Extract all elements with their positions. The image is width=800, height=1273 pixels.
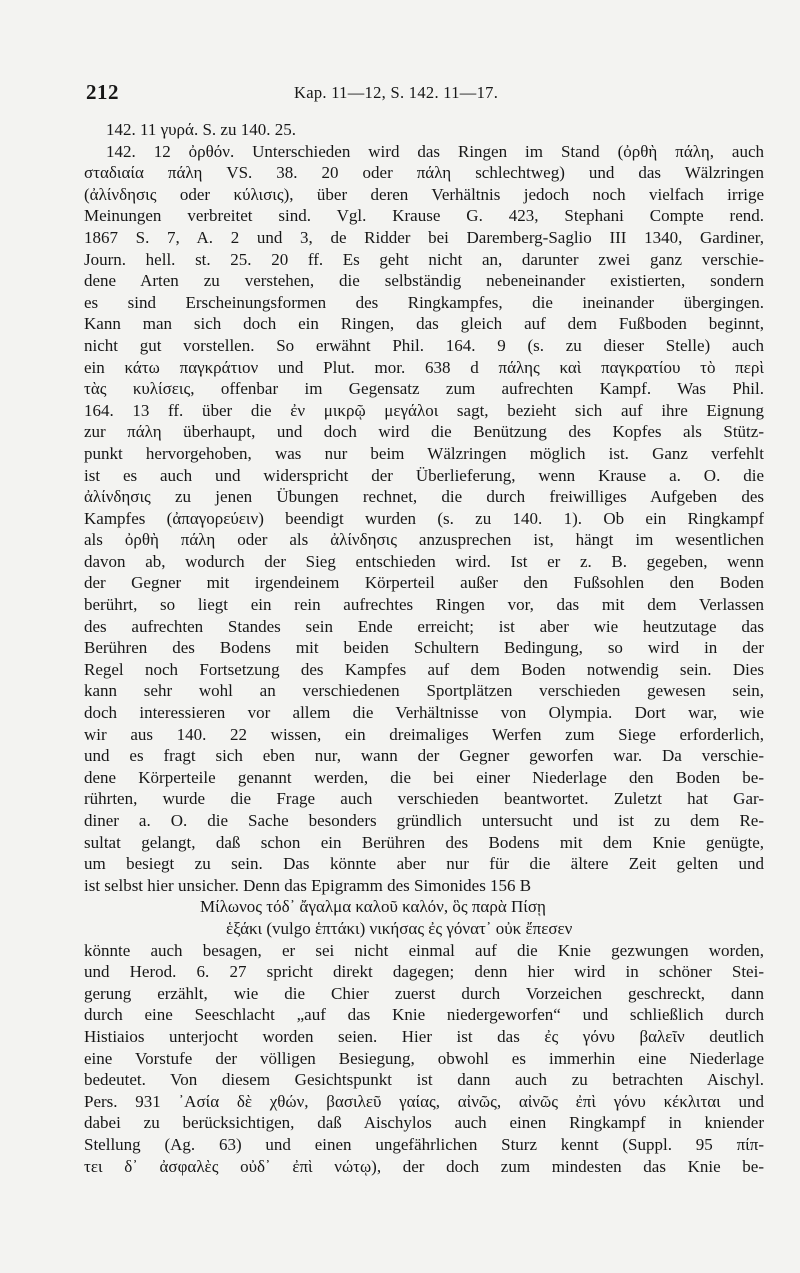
text-line: ist es auch und widerspricht der Überlieferung, wenn Krause a. O. die [84, 465, 764, 485]
text-line: und Herod. 6. 27 spricht direkt dagegen; denn hier wird in schöner Stei- [84, 962, 764, 982]
text-line: dabei zu berücksichtigen, daß Aischylos auch einen Ringkampf in kniender [84, 1113, 764, 1133]
page-header [86, 80, 756, 108]
epigram-line: ἑξάκι (vulgo ἑπτάκι) νικήσας ἐς γόνατ᾽ οὐκ ἔπεσεν [226, 918, 573, 938]
text-line: es sind Erscheinungsformen des Ringkampfes, die ineinander übergingen. [84, 292, 764, 312]
text-line: Berühren des Bodens mit beiden Schultern Bedingung, so wird in der [84, 638, 764, 658]
text-line: ἀλίνδησις zu jenen Übungen rechnet, die durch freiwilliges Aufgeben des [84, 487, 764, 507]
text-line: als ὀρθὴ πάλη oder als ἀλίνδησις anzusprechen ist, hängt im wesentlichen [84, 530, 764, 550]
text-line: (ἀλίνδησις oder κύλισις), über deren Verhältnis jedoch noch vielfach irrige [84, 184, 764, 204]
text-line: doch interessieren vor allem die Verhältnisse von Olympia. Dort war, wie [84, 703, 764, 723]
text-line: ist selbst hier unsicher. Denn das Epigramm des Simonides 156 B [84, 875, 532, 895]
text-line: bedeutet. Von diesem Gesichtspunkt ist dann auch zu betrachten Aischyl. [84, 1070, 764, 1090]
text-line: davon ab, wodurch der Sieg entschieden wird. Ist er z. B. gegeben, wenn [84, 551, 764, 571]
text-line: Regel noch Fortsetzung des Kampfes auf dem Boden notwendig sein. Dies [84, 659, 764, 679]
text-line: nicht gut vorstellen. So erwähnt Phil. 164. 9 (s. zu dieser Stelle) auch [84, 335, 764, 355]
text-line: durch eine Seeschlacht „auf das Knie niedergeworfen“ und schließlich durch [84, 1005, 764, 1025]
text-line: Stellung (Ag. 63) und einen ungefährlichen Sturz kennt (Suppl. 95 πίπ- [84, 1134, 764, 1154]
text-line: ein κάτω παγκράτιον und Plut. mor. 638 d πάλης καὶ παγκρατίου τὸ περὶ [84, 357, 764, 377]
text-line: könnte auch besagen, er sei nicht einmal auf die Knie gezwungen worden, [84, 940, 764, 960]
running-head: Kap. 11—12, S. 142. 11—17. [294, 83, 499, 102]
text-line: σταδιαία πάλη VS. 38. 20 oder πάλη schlechtweg) und das Wälzringen [84, 163, 764, 183]
text-line: kann sehr wohl an verschiedenen Sportplätzen verschieden gewesen sein, [84, 681, 764, 701]
text-line: der Gegner mit irgendeinem Körperteil außer den Fußsohlen den Boden [84, 573, 764, 593]
text-line: zur πάλη überhaupt, und doch wird die Benützung des Kopfes als Stütz- [84, 422, 764, 442]
body-text [84, 119, 764, 1177]
text-line: dene Körperteile genannt werden, die bei einer Niederlage den Boden be- [84, 767, 764, 787]
text-line: Kann man sich doch ein Ringen, das gleich auf dem Fußboden beginnt, [84, 314, 764, 334]
text-line: rührten, wurde die Frage auch verschieden beantwortet. Zuletzt hat Gar- [84, 789, 764, 809]
text-line: eine Vorstufe der völligen Besiegung, obwohl es immerhin eine Niederlage [84, 1048, 764, 1068]
epigram-line: Μίλωνος τόδ᾽ ἄγαλμα καλοῦ καλόν, ὃς παρὰ Πίσῃ [200, 897, 546, 917]
text-line: 142. 11 γυρά. S. zu 140. 25. [106, 120, 296, 139]
text-line: gerung erzählt, wie die Chier zuerst durch Vorzeichen geschreckt, dann [84, 983, 764, 1003]
text-line: Histiaios unterjocht worden seien. Hier ist das ἐς γόνυ βαλεῖν deutlich [84, 1026, 764, 1046]
text-line: Meinungen verbreitet sind. Vgl. Krause G. 423, Stephani Compte rend. [84, 206, 764, 226]
page-number: 212 [86, 80, 119, 104]
text-line: τὰς κυλίσεις, offenbar im Gegensatz zum aufrechten Kampf. Was Phil. [84, 379, 764, 399]
text-line: 1867 S. 7, A. 2 und 3, de Ridder bei Daremberg-Saglio III 1340, Gardiner, [84, 227, 764, 247]
text-line: Kampfes (ἀπαγορεύειν) beendigt wurden (s. zu 140. 1). Ob ein Ringkampf [84, 508, 764, 528]
text-line: berührt, so liegt ein rein aufrechtes Ringen vor, das mit dem Verlassen [84, 595, 764, 615]
text-line: des aufrechten Standes sein Ende erreicht; ist aber wie heutzutage das [84, 616, 764, 636]
text-line: und es fragt sich eben nur, wann der Gegner geworfen war. Da verschie- [84, 746, 764, 766]
text-line: punkt hervorgehoben, was nur beim Wälzringen möglich ist. Ganz verfehlt [84, 443, 764, 463]
text-line: τει δ᾽ ἀσφαλὲς οὐδ᾽ ἐπὶ νώτῳ), der doch zum mindesten das Knie be- [84, 1156, 764, 1176]
text-line: dene Arten zu verstehen, die selbständig nebeneinander existierten, sondern [84, 271, 764, 291]
text-line: Journ. hell. st. 25. 20 ff. Es geht nicht an, darunter zwei ganz verschie- [84, 249, 764, 269]
text-line: um besiegt zu sein. Das könnte aber nur für die ältere Zeit gelten und [84, 854, 764, 874]
text-line: sultat gelangt, daß schon ein Berühren des Bodens mit dem Knie genügte, [84, 832, 764, 852]
text-line: 142. 12 ὀρθόν. Unterschieden wird das Ringen im Stand (ὀρθὴ πάλη, auch [106, 141, 764, 161]
text-line: diner a. O. die Sache besonders gründlich untersucht und ist zu dem Re- [84, 811, 764, 830]
text-line: Pers. 931 ᾽Ασία δὲ χθών, βασιλεῦ γαίας, αἰνῶς, αἰνῶς ἐπὶ γόνυ κέκλιται und [84, 1091, 764, 1111]
text-line: wir aus 140. 22 wissen, ein dreimaliges Werfen zum Siege erforderlich, [84, 724, 764, 744]
text-line: 164. 13 ff. über die ἐν μικρῷ μεγάλοι sagt, bezieht sich auf ihre Eignung [84, 400, 764, 420]
